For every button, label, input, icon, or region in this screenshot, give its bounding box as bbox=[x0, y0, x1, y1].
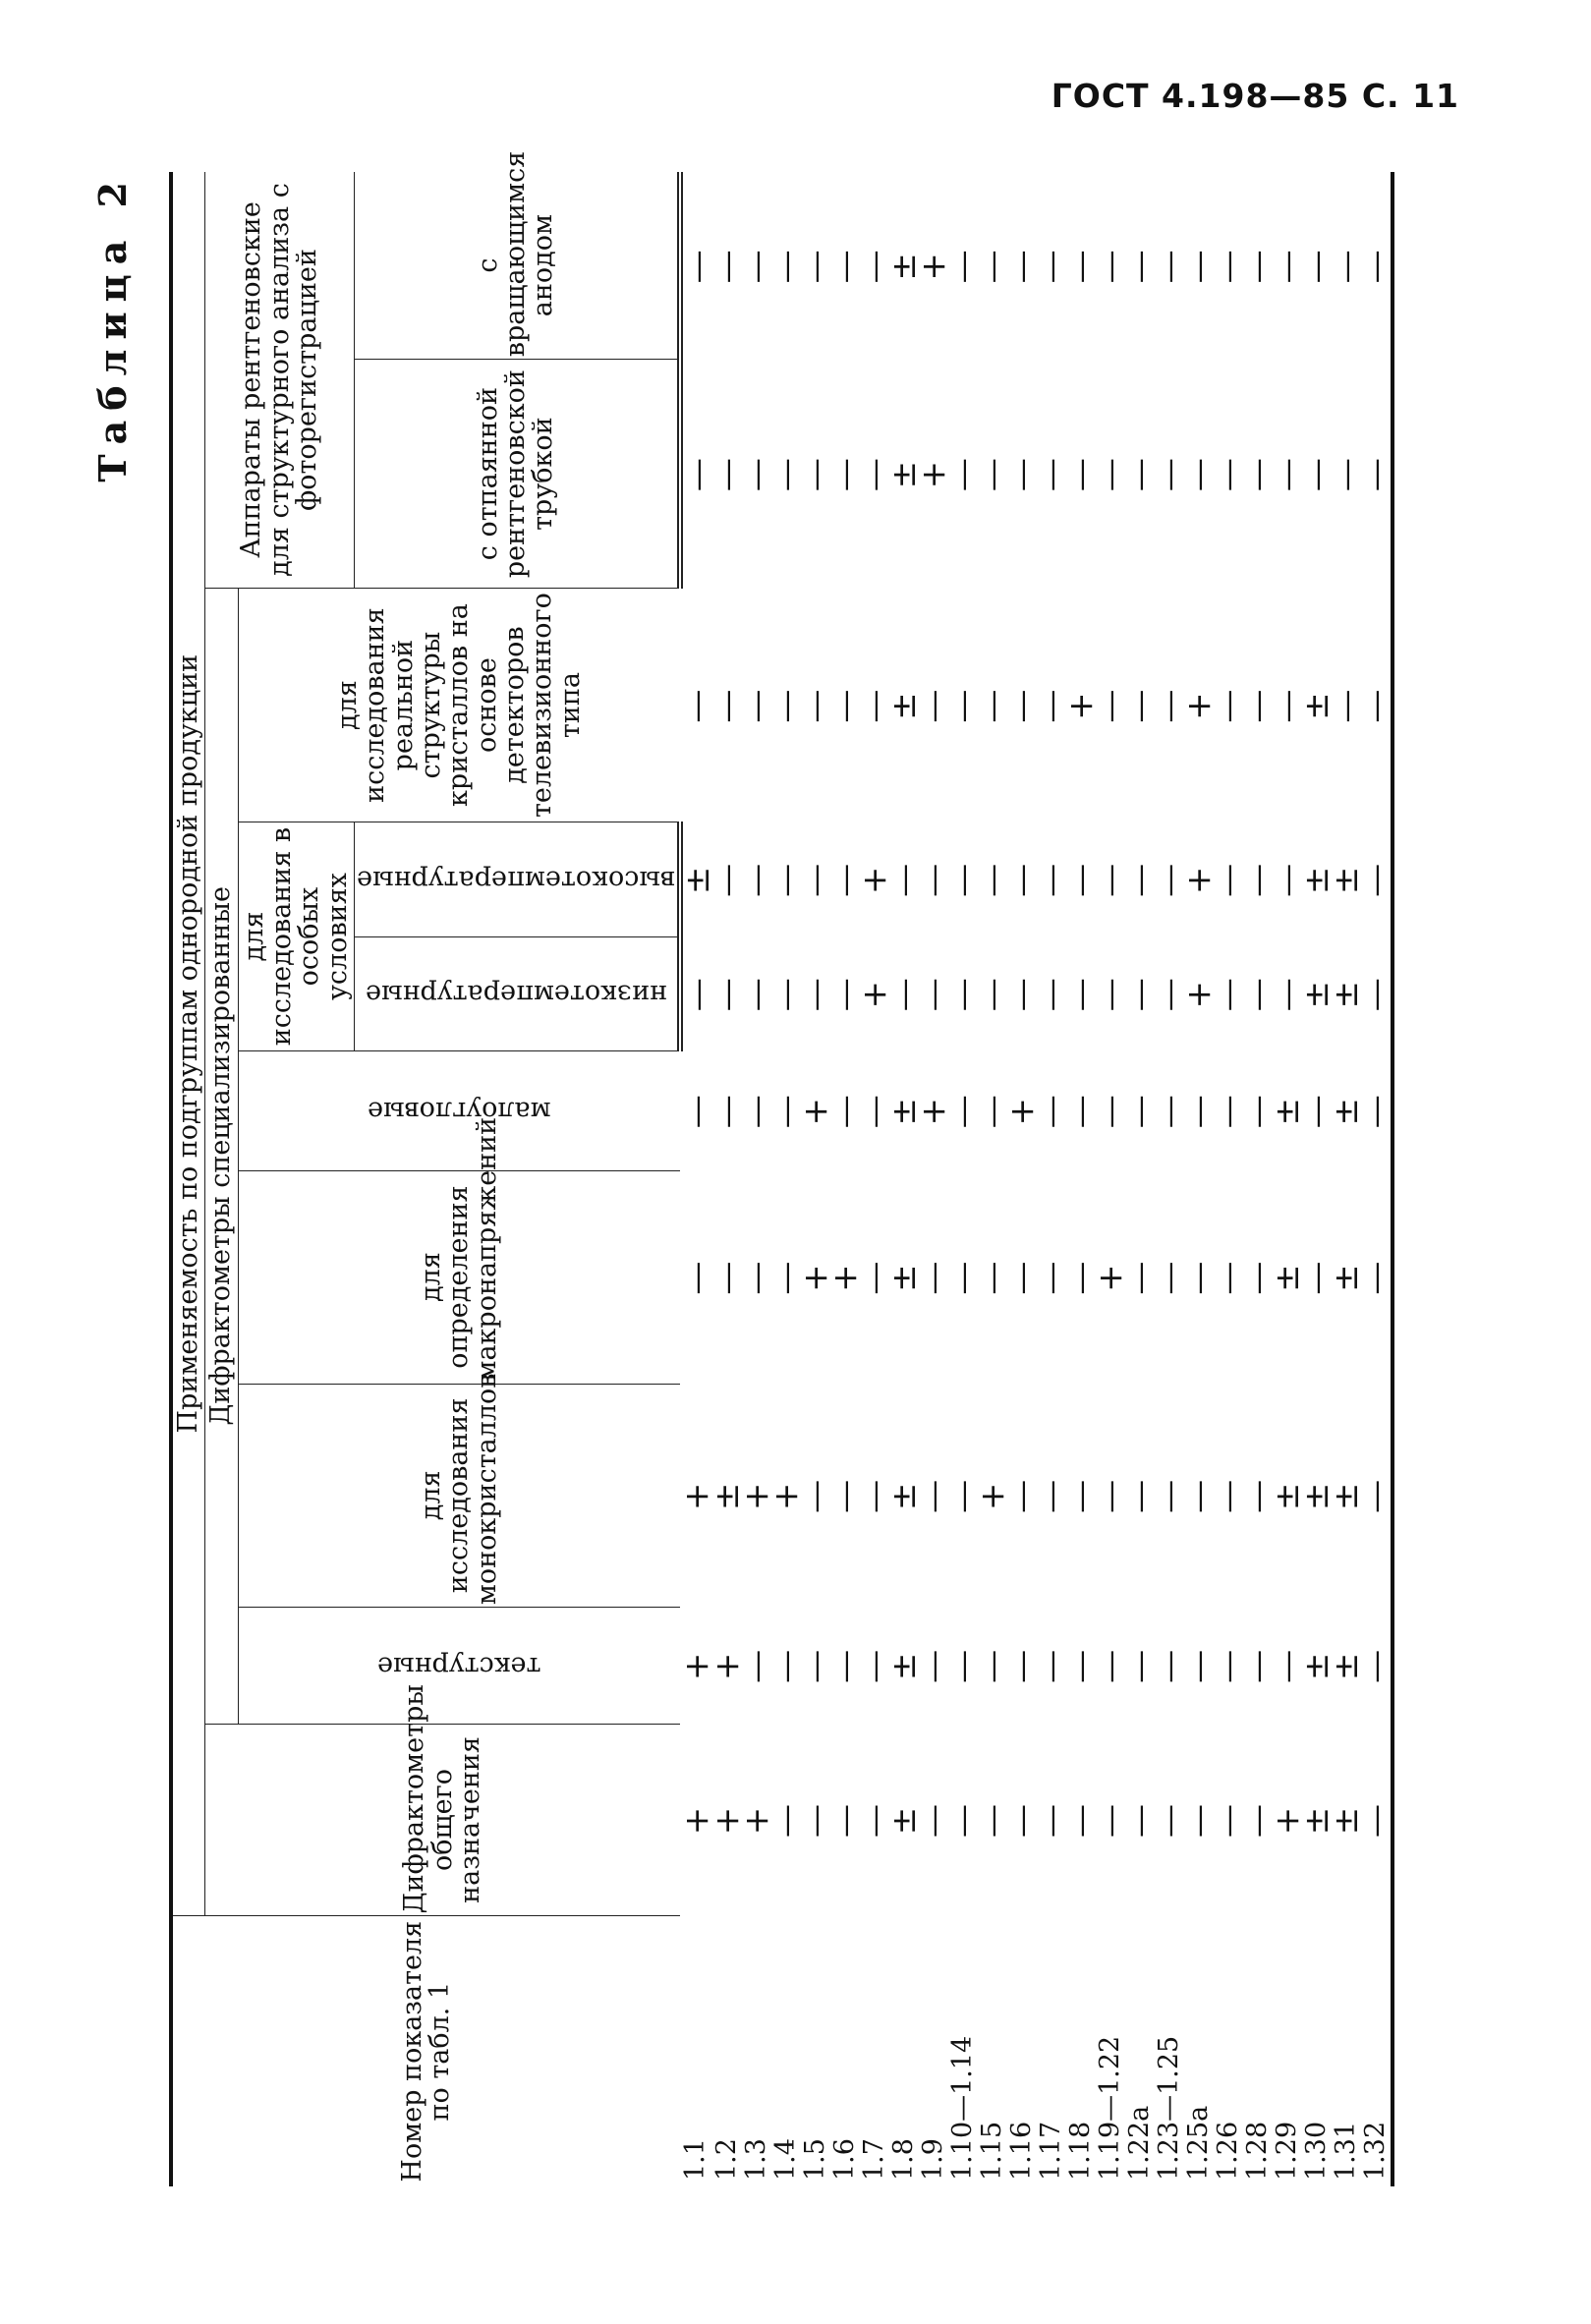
applicability-cell: — bbox=[1091, 248, 1131, 284]
row-indicator-number: 1.10—1.14 bbox=[946, 2035, 978, 2181]
applicability-cell: — bbox=[825, 248, 866, 284]
applicability-cell: — bbox=[1297, 456, 1337, 492]
applicability-cell: — bbox=[1356, 248, 1396, 284]
applicability-cell: ± bbox=[1297, 1650, 1337, 1681]
applicability-cell: ± bbox=[884, 690, 925, 720]
applicability-cell: — bbox=[676, 1259, 716, 1295]
applicability-cell: — bbox=[855, 1647, 895, 1683]
table-caption: Таблица 2 bbox=[90, 172, 135, 482]
applicability-cell: ± bbox=[1297, 978, 1337, 1009]
applicability-cell: — bbox=[1150, 1647, 1190, 1683]
applicability-cell: — bbox=[1120, 687, 1161, 723]
applicability-cell: — bbox=[1209, 861, 1249, 897]
applicability-cell: + bbox=[796, 1096, 836, 1126]
applicability-cell: — bbox=[914, 1647, 954, 1683]
applicability-cell: ± bbox=[884, 251, 925, 281]
header-low-temperature-text: низкотемпературные bbox=[365, 979, 667, 1010]
applicability-cell: — bbox=[1091, 1647, 1131, 1683]
applicability-cell: — bbox=[1268, 861, 1308, 897]
applicability-cell: — bbox=[1209, 976, 1249, 1012]
header-sealed-tube: с отпаянной рентгеновской трубкой bbox=[355, 360, 681, 589]
header-special-conditions: для исследования в особых условиях bbox=[238, 822, 354, 1051]
applicability-cell: ± bbox=[1297, 1804, 1337, 1836]
applicability-cell: ± bbox=[1297, 864, 1337, 895]
applicability-cell: — bbox=[1268, 687, 1308, 723]
applicability-cell: + bbox=[1179, 690, 1220, 720]
applicability-cell: ± bbox=[1297, 1480, 1337, 1511]
applicability-cell: — bbox=[1209, 1647, 1249, 1683]
applicability-cell: — bbox=[1002, 861, 1043, 897]
applicability-cell: — bbox=[855, 1801, 895, 1838]
applicability-cell: — bbox=[943, 687, 984, 723]
applicability-cell: ± bbox=[678, 864, 718, 895]
applicability-cell: — bbox=[973, 248, 1013, 284]
applicability-cell: — bbox=[767, 1093, 807, 1129]
applicability-cell: — bbox=[1002, 976, 1043, 1012]
applicability-cell: — bbox=[1209, 248, 1249, 284]
applicability-cell: — bbox=[1061, 1647, 1102, 1683]
header-group-applicability: Применяемость по подгруппам однородной продукции bbox=[173, 653, 203, 1434]
applicability-cell: — bbox=[1268, 456, 1308, 492]
applicability-cell: — bbox=[1297, 248, 1337, 284]
applicability-cell: + bbox=[1061, 690, 1102, 720]
row-indicator-number: 1.29 bbox=[1271, 2121, 1302, 2181]
row-indicator-number: 1.17 bbox=[1035, 2121, 1066, 2181]
header-special-diffractometers: Дифрактометры специализированные bbox=[205, 589, 238, 1725]
applicability-cell: — bbox=[1238, 1801, 1278, 1838]
applicability-cell: — bbox=[825, 1093, 866, 1129]
applicability-cell: ± bbox=[1327, 978, 1367, 1009]
row-indicator-number: 1.1 bbox=[680, 2138, 711, 2181]
applicability-cell: — bbox=[1238, 248, 1278, 284]
applicability-cell: ± bbox=[884, 1650, 925, 1681]
applicability-cell: — bbox=[914, 976, 954, 1012]
applicability-cell: + bbox=[708, 1804, 748, 1836]
applicability-cell: — bbox=[1209, 1801, 1249, 1838]
applicability-cell: — bbox=[1032, 1647, 1072, 1683]
applicability-cell: — bbox=[825, 861, 866, 897]
applicability-cell: — bbox=[1061, 248, 1102, 284]
applicability-cell: — bbox=[1179, 1801, 1220, 1838]
applicability-cell: + bbox=[973, 1480, 1013, 1511]
applicability-cell: ± bbox=[1327, 1804, 1367, 1836]
applicability-cell: — bbox=[1091, 1477, 1131, 1513]
applicability-cell: — bbox=[796, 1801, 836, 1838]
applicability-cell: — bbox=[1150, 976, 1190, 1012]
applicability-cell: + bbox=[1179, 864, 1220, 895]
applicability-cell: + bbox=[914, 1096, 954, 1126]
row-indicator-number: 1.31 bbox=[1330, 2121, 1361, 2181]
applicability-cell: — bbox=[914, 1801, 954, 1838]
applicability-cell: — bbox=[1032, 456, 1072, 492]
applicability-cell: — bbox=[737, 248, 777, 284]
row-indicator-number: 1.26 bbox=[1212, 2121, 1243, 2181]
applicability-cell: ± bbox=[1327, 1096, 1367, 1126]
applicability-cell: — bbox=[1356, 1477, 1396, 1513]
applicability-cell: — bbox=[1150, 456, 1190, 492]
applicability-cell: — bbox=[1268, 1647, 1308, 1683]
applicability-cell: — bbox=[1268, 248, 1308, 284]
applicability-cell: — bbox=[1032, 1477, 1072, 1513]
applicability-cell: — bbox=[1061, 1801, 1102, 1838]
applicability-cell: — bbox=[1091, 687, 1131, 723]
applicability-cell: — bbox=[1002, 1647, 1043, 1683]
applicability-cell: — bbox=[1238, 687, 1278, 723]
applicability-cell: — bbox=[1150, 1093, 1190, 1129]
applicability-cell: — bbox=[973, 456, 1013, 492]
row-indicator-number: 1.6 bbox=[828, 2138, 860, 2181]
row-indicator-number: 1.19—1.22 bbox=[1094, 2035, 1125, 2181]
applicability-cell: — bbox=[1179, 248, 1220, 284]
applicability-cell: — bbox=[973, 1093, 1013, 1129]
applicability-cell: — bbox=[1002, 248, 1043, 284]
applicability-cell: — bbox=[943, 1477, 984, 1513]
applicability-cell: — bbox=[796, 456, 836, 492]
applicability-cell: — bbox=[1032, 1259, 1072, 1295]
applicability-cell: — bbox=[708, 1259, 748, 1295]
header-indicator-number: Номер показателя по табл. 1 bbox=[171, 1916, 680, 2186]
applicability-cell: ± bbox=[1327, 864, 1367, 895]
applicability-cell: — bbox=[914, 861, 954, 897]
applicability-cell: — bbox=[855, 456, 895, 492]
header-macrostress: для определения макронапряжений bbox=[238, 1170, 680, 1384]
applicability-cell: + bbox=[676, 1804, 716, 1836]
applicability-cell: — bbox=[708, 1093, 748, 1129]
applicability-cell: + bbox=[796, 1262, 836, 1292]
applicability-cell: + bbox=[1091, 1262, 1131, 1292]
applicability-cell: — bbox=[855, 687, 895, 723]
applicability-cell: — bbox=[1238, 456, 1278, 492]
table-row bbox=[1361, 172, 1392, 2186]
applicability-cell: — bbox=[1150, 1259, 1190, 1295]
applicability-cell: — bbox=[678, 248, 718, 284]
applicability-table bbox=[169, 150, 1396, 2186]
applicability-cell: — bbox=[1120, 1093, 1161, 1129]
row-indicator-number: 1.28 bbox=[1241, 2121, 1273, 2181]
row-indicator-number: 1.18 bbox=[1064, 2121, 1096, 2181]
applicability-cell: — bbox=[1238, 1093, 1278, 1129]
applicability-cell: — bbox=[1209, 687, 1249, 723]
applicability-cell: — bbox=[973, 976, 1013, 1012]
rotated-table-block bbox=[90, 150, 1486, 2186]
applicability-cell: — bbox=[1120, 456, 1161, 492]
applicability-cell: — bbox=[767, 861, 807, 897]
applicability-cell: — bbox=[855, 1093, 895, 1129]
applicability-cell: ± bbox=[1327, 1480, 1367, 1511]
applicability-cell: + bbox=[914, 251, 954, 281]
applicability-cell: ± bbox=[884, 1804, 925, 1836]
applicability-cell: — bbox=[1032, 1801, 1072, 1838]
applicability-cell: — bbox=[1356, 976, 1396, 1012]
applicability-cell: — bbox=[855, 1477, 895, 1513]
applicability-cell: — bbox=[678, 976, 718, 1012]
applicability-cell: ± bbox=[1268, 1096, 1308, 1126]
table-head bbox=[171, 150, 680, 2186]
applicability-cell: — bbox=[676, 1093, 716, 1129]
header-high-temperature bbox=[355, 822, 681, 936]
applicability-cell: — bbox=[1120, 861, 1161, 897]
applicability-cell: — bbox=[1179, 1093, 1220, 1129]
row-indicator-number: 1.15 bbox=[976, 2121, 1007, 2181]
applicability-cell: + bbox=[1002, 1096, 1043, 1126]
applicability-cell: — bbox=[1032, 976, 1072, 1012]
applicability-cell: — bbox=[1150, 861, 1190, 897]
applicability-cell: — bbox=[1091, 1093, 1131, 1129]
applicability-cell: ± bbox=[1327, 1650, 1367, 1681]
applicability-cell: — bbox=[767, 1259, 807, 1295]
header-low-temperature bbox=[355, 936, 681, 1050]
header-texture-text: текстурные bbox=[377, 1651, 541, 1682]
applicability-cell: — bbox=[1061, 1093, 1102, 1129]
applicability-cell: — bbox=[825, 1801, 866, 1838]
applicability-cell: — bbox=[825, 976, 866, 1012]
applicability-cell: + bbox=[676, 1480, 716, 1511]
applicability-cell: — bbox=[1032, 248, 1072, 284]
applicability-cell: — bbox=[943, 1093, 984, 1129]
applicability-cell: — bbox=[1002, 687, 1043, 723]
applicability-cell: — bbox=[708, 248, 748, 284]
row-indicator-number: 1.9 bbox=[917, 2138, 948, 2181]
applicability-cell: — bbox=[678, 456, 718, 492]
applicability-cell: — bbox=[1209, 1259, 1249, 1295]
header-xray-apparatus: Аппараты рентгеновские для структурного анализа с фоторегистрацией bbox=[205, 172, 355, 589]
applicability-cell: — bbox=[737, 456, 777, 492]
header-high-temperature-text: высокотемпературные bbox=[357, 865, 676, 895]
applicability-cell: ± bbox=[884, 1096, 925, 1126]
applicability-cell: — bbox=[1120, 1801, 1161, 1838]
table-body bbox=[676, 172, 1396, 2186]
applicability-cell: ± bbox=[708, 1480, 748, 1511]
applicability-cell: — bbox=[943, 976, 984, 1012]
applicability-cell: — bbox=[708, 861, 748, 897]
applicability-cell: — bbox=[1179, 456, 1220, 492]
applicability-cell: — bbox=[973, 1801, 1013, 1838]
applicability-cell: — bbox=[796, 248, 836, 284]
applicability-cell: — bbox=[1238, 1477, 1278, 1513]
row-indicator-number: 1.7 bbox=[858, 2138, 889, 2181]
applicability-cell: — bbox=[1268, 976, 1308, 1012]
applicability-cell: — bbox=[796, 687, 836, 723]
row-indicator-number: 1.23—1.25 bbox=[1153, 2035, 1184, 2181]
applicability-cell: — bbox=[1356, 687, 1396, 723]
row-indicator-number: 1.3 bbox=[740, 2138, 771, 2181]
applicability-cell: + bbox=[914, 458, 954, 489]
row-indicator-number: 1.16 bbox=[1005, 2121, 1037, 2181]
applicability-cell: — bbox=[1356, 1801, 1396, 1838]
applicability-cell: — bbox=[1209, 1093, 1249, 1129]
applicability-cell: — bbox=[973, 1647, 1013, 1683]
applicability-cell: — bbox=[1356, 1647, 1396, 1683]
applicability-cell: — bbox=[943, 861, 984, 897]
applicability-cell: — bbox=[943, 1801, 984, 1838]
applicability-cell: — bbox=[1297, 1093, 1337, 1129]
applicability-cell: — bbox=[796, 1647, 836, 1683]
applicability-cell: — bbox=[1150, 687, 1190, 723]
applicability-cell: — bbox=[1356, 456, 1396, 492]
applicability-cell: + bbox=[855, 864, 895, 895]
applicability-cell: — bbox=[1032, 1093, 1072, 1129]
applicability-cell: — bbox=[884, 976, 925, 1012]
applicability-cell: — bbox=[943, 456, 984, 492]
applicability-cell: — bbox=[1061, 861, 1102, 897]
applicability-cell: — bbox=[708, 976, 748, 1012]
applicability-cell: — bbox=[973, 687, 1013, 723]
applicability-cell: + bbox=[825, 1262, 866, 1292]
applicability-cell: — bbox=[767, 1647, 807, 1683]
applicability-cell: — bbox=[914, 1259, 954, 1295]
header-general-diffractometers: Дифрактометры общего назначения bbox=[205, 1724, 680, 1916]
applicability-cell: — bbox=[1061, 456, 1102, 492]
header-real-structure: для исследования реальной структуры кристаллов на основе детекторов телевизионного типа bbox=[238, 589, 680, 822]
applicability-cell: — bbox=[1120, 976, 1161, 1012]
applicability-cell: — bbox=[1150, 248, 1190, 284]
row-indicator-number: 1.4 bbox=[769, 2138, 801, 2181]
applicability-cell: — bbox=[1356, 861, 1396, 897]
applicability-cell: — bbox=[825, 456, 866, 492]
applicability-cell: — bbox=[1327, 248, 1367, 284]
row-indicator-number: 1.22а bbox=[1123, 2105, 1155, 2181]
applicability-cell: ± bbox=[1268, 1262, 1308, 1292]
applicability-cell: — bbox=[1032, 861, 1072, 897]
header-monocrystals: для исследования монокристаллов bbox=[238, 1384, 680, 1608]
applicability-cell: — bbox=[767, 976, 807, 1012]
applicability-cell: — bbox=[1002, 456, 1043, 492]
row-indicator-number: 1.25а bbox=[1182, 2105, 1214, 2181]
applicability-cell: — bbox=[1002, 1477, 1043, 1513]
applicability-cell: — bbox=[943, 248, 984, 284]
applicability-cell: — bbox=[1356, 1093, 1396, 1129]
applicability-cell: — bbox=[676, 687, 716, 723]
applicability-cell: + bbox=[1268, 1804, 1308, 1836]
applicability-cell: — bbox=[767, 1801, 807, 1838]
applicability-cell: — bbox=[1150, 1477, 1190, 1513]
applicability-cell: — bbox=[737, 687, 777, 723]
applicability-cell: — bbox=[767, 248, 807, 284]
applicability-cell: — bbox=[855, 1259, 895, 1295]
applicability-cell: — bbox=[1209, 456, 1249, 492]
applicability-cell: — bbox=[767, 687, 807, 723]
applicability-cell: — bbox=[1120, 1647, 1161, 1683]
applicability-cell: — bbox=[1002, 1801, 1043, 1838]
applicability-cell: — bbox=[796, 861, 836, 897]
applicability-cell: — bbox=[1061, 1259, 1102, 1295]
applicability-cell: — bbox=[1238, 861, 1278, 897]
applicability-cell: — bbox=[708, 456, 748, 492]
applicability-cell: + bbox=[855, 978, 895, 1009]
applicability-cell: — bbox=[1179, 1477, 1220, 1513]
applicability-cell: — bbox=[1032, 687, 1072, 723]
applicability-cell: — bbox=[973, 1259, 1013, 1295]
row-indicator-number: 1.2 bbox=[710, 2138, 742, 2181]
applicability-cell: — bbox=[1209, 1477, 1249, 1513]
applicability-cell: — bbox=[767, 456, 807, 492]
applicability-cell: — bbox=[1327, 687, 1367, 723]
applicability-cell: — bbox=[914, 687, 954, 723]
applicability-cell: — bbox=[943, 1647, 984, 1683]
applicability-cell: — bbox=[737, 861, 777, 897]
applicability-cell: + bbox=[737, 1804, 777, 1836]
applicability-cell: — bbox=[1120, 1259, 1161, 1295]
row-indicator-number: 1.32 bbox=[1359, 2121, 1391, 2181]
applicability-cell: — bbox=[1061, 1477, 1102, 1513]
applicability-cell: ± bbox=[884, 1262, 925, 1292]
applicability-cell: ± bbox=[1327, 1262, 1367, 1292]
applicability-cell: ± bbox=[884, 458, 925, 489]
applicability-cell: — bbox=[855, 248, 895, 284]
applicability-cell: — bbox=[1061, 976, 1102, 1012]
applicability-cell: — bbox=[1150, 1801, 1190, 1838]
page-header: ГОСТ 4.198—85 С. 11 bbox=[1051, 77, 1459, 115]
applicability-cell: — bbox=[825, 687, 866, 723]
row-indicator-number: 1.30 bbox=[1300, 2121, 1332, 2181]
row-indicator-number: 1.8 bbox=[887, 2138, 919, 2181]
applicability-cell: — bbox=[1356, 1259, 1396, 1295]
applicability-cell: — bbox=[1238, 1647, 1278, 1683]
applicability-cell: — bbox=[1238, 1259, 1278, 1295]
row-indicator-number: 1.5 bbox=[799, 2138, 830, 2181]
applicability-cell: — bbox=[884, 861, 925, 897]
applicability-cell: — bbox=[796, 976, 836, 1012]
applicability-cell: ± bbox=[884, 1480, 925, 1511]
header-rotating-anode: с вращающимся анодом bbox=[355, 172, 681, 360]
applicability-cell: — bbox=[1002, 1259, 1043, 1295]
header-texture bbox=[238, 1608, 680, 1725]
applicability-cell: — bbox=[1179, 1259, 1220, 1295]
applicability-cell: — bbox=[825, 1477, 866, 1513]
applicability-cell: — bbox=[825, 1647, 866, 1683]
applicability-cell: — bbox=[1327, 456, 1367, 492]
applicability-cell: — bbox=[737, 1647, 777, 1683]
applicability-cell: + bbox=[1179, 978, 1220, 1009]
applicability-cell: + bbox=[708, 1650, 748, 1681]
header-small-angle bbox=[238, 1050, 680, 1170]
applicability-cell: — bbox=[1120, 1477, 1161, 1513]
applicability-cell: — bbox=[1091, 1801, 1131, 1838]
applicability-cell: — bbox=[737, 976, 777, 1012]
applicability-cell: — bbox=[737, 1259, 777, 1295]
header-small-angle-text: малоугловые bbox=[368, 1096, 551, 1127]
applicability-cell: — bbox=[1238, 976, 1278, 1012]
applicability-cell: — bbox=[943, 1259, 984, 1295]
applicability-cell: — bbox=[1179, 1647, 1220, 1683]
applicability-cell: — bbox=[1091, 976, 1131, 1012]
applicability-cell: — bbox=[1091, 861, 1131, 897]
applicability-cell: — bbox=[737, 1093, 777, 1129]
applicability-cell: — bbox=[1120, 248, 1161, 284]
applicability-cell: + bbox=[767, 1480, 807, 1511]
applicability-cell: ± bbox=[1268, 1480, 1308, 1511]
applicability-cell: — bbox=[914, 1477, 954, 1513]
applicability-cell: — bbox=[973, 861, 1013, 897]
applicability-cell: — bbox=[708, 687, 748, 723]
applicability-cell: ± bbox=[1297, 690, 1337, 720]
applicability-cell: — bbox=[1297, 1259, 1337, 1295]
applicability-cell: + bbox=[676, 1650, 716, 1681]
applicability-cell: — bbox=[796, 1477, 836, 1513]
applicability-cell: + bbox=[737, 1480, 777, 1511]
applicability-cell: — bbox=[1091, 456, 1131, 492]
